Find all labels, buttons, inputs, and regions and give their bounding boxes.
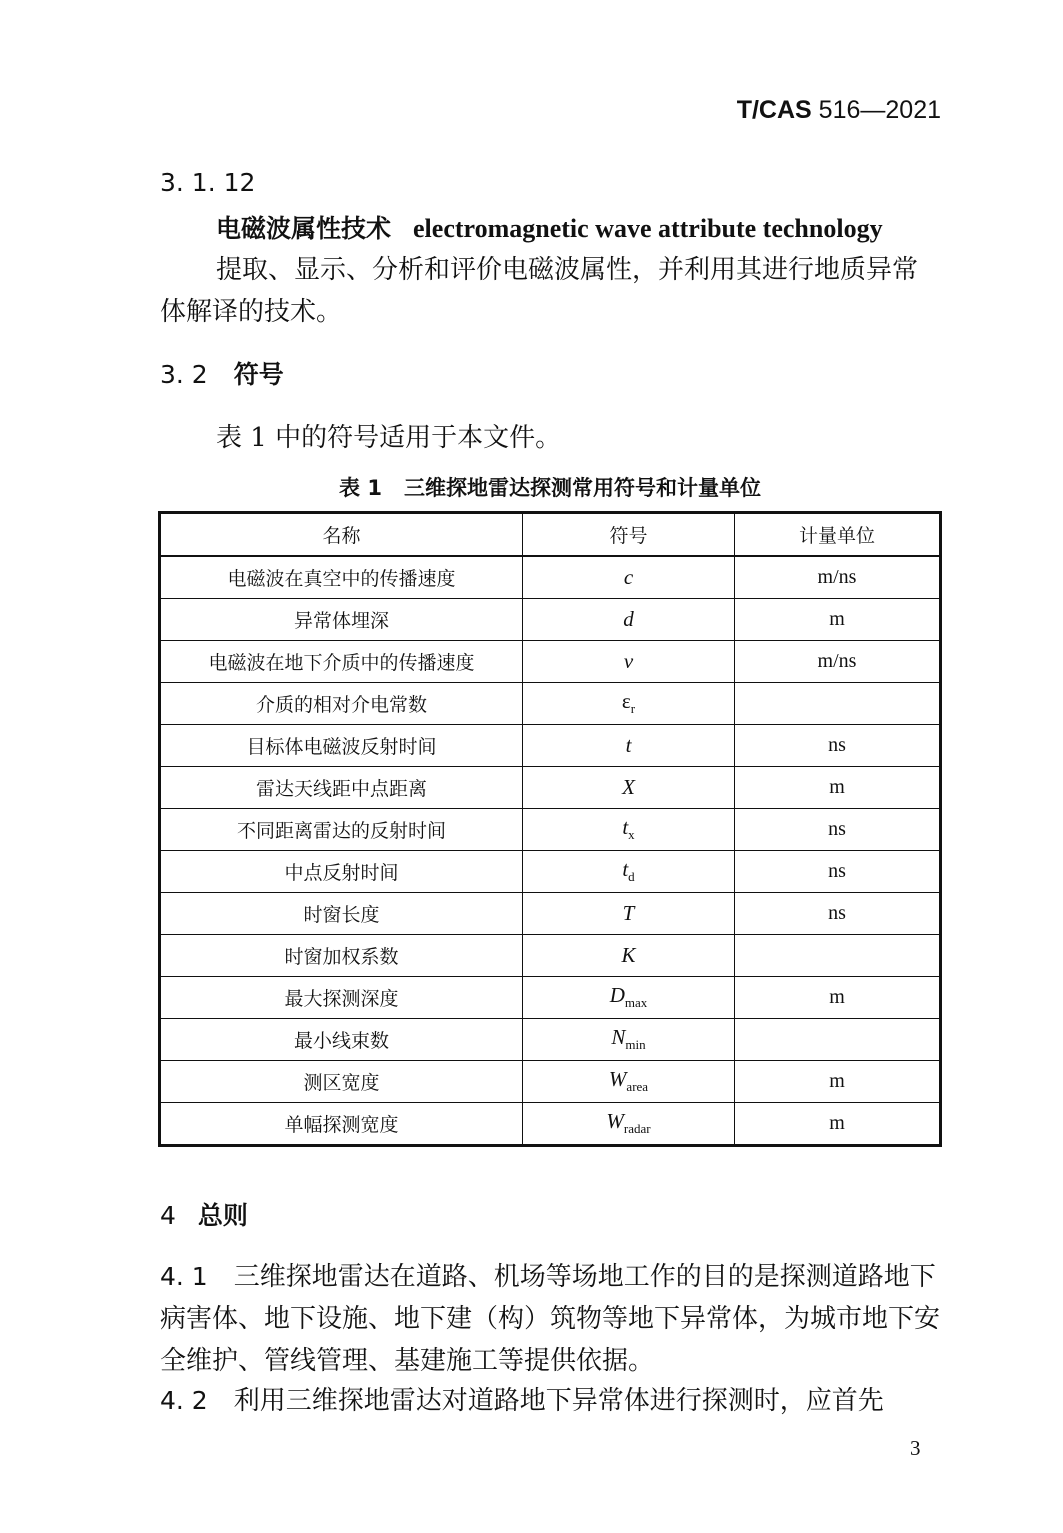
term-en: electromagnetic wave attribute technology [413,214,883,243]
symbol-subscript: radar [623,1121,651,1137]
symbol-subscript: r [630,701,636,717]
symbol-subscript: x [628,827,635,843]
cell-symbol [523,599,735,641]
cell-symbol [523,556,735,599]
cell-symbol [523,935,735,977]
cell-unit: m [735,977,941,1019]
symbol-main: ε [621,689,631,714]
cell-symbol [523,767,735,809]
section-title: 符号 [233,360,284,389]
paragraph-text: 利用三维探地雷达对道路地下异常体进行探测时，应首先 [233,1386,884,1416]
symbol-main: K [621,943,636,967]
cell-name: 电磁波在地下介质中的传播速度 [160,641,523,683]
table-row [160,1103,941,1146]
table-row [160,1019,941,1061]
cell-name: 最小线束数 [160,1019,523,1061]
cell-unit: m [735,599,941,641]
cell-name: 中点反射时间 [160,851,523,893]
symbol-main: t [625,733,632,757]
symbol-main: v [623,649,634,673]
symbol-main: c [623,565,634,589]
cell-symbol [523,683,735,725]
cell-name: 最大探测深度 [160,977,523,1019]
cell-unit: ns [735,725,941,767]
table-row [160,809,941,851]
cell-name: 目标体电磁波反射时间 [160,725,523,767]
header-unit: 计量单位 [735,513,941,557]
symbol-main: W [608,1067,627,1092]
header-symbol: 符号 [523,513,735,557]
cell-unit: m [735,767,941,809]
symbol-subscript: area [626,1079,649,1095]
cell-symbol [523,1061,735,1103]
symbol-main: t [622,857,629,882]
symbol-main: D [609,983,625,1008]
table-row [160,767,941,809]
cell-name: 不同距离雷达的反射时间 [160,809,523,851]
standard-id [737,96,941,125]
paragraph-number: 4. 1 [160,1262,208,1291]
cell-name: 时窗加权系数 [160,935,523,977]
symbol-main: T [622,901,635,925]
header-name: 名称 [160,513,523,557]
table-row [160,725,941,767]
table-row [160,977,941,1019]
table-row [160,683,941,725]
term-heading [216,209,883,245]
clause-number: 3. 1. 12 [160,168,256,197]
table-caption-number: 表 1 [339,476,382,500]
symbol-table [158,511,942,1147]
cell-unit: ns [735,893,941,935]
cell-symbol [523,641,735,683]
table-row [160,935,941,977]
table-header-row [160,513,941,557]
symbol-subscript: max [624,995,648,1011]
standard-id-prefix: T/CAS [736,96,812,124]
table-intro: 表 1 中的符号适用于本文件。 [216,423,562,453]
table-row [160,556,941,599]
cell-unit: m [735,1103,941,1146]
cell-symbol [523,1103,735,1146]
term-zh: 电磁波属性技术 [216,214,392,243]
table-body [160,556,941,1146]
cell-name: 电磁波在真空中的传播速度 [160,556,523,599]
cell-unit: m [735,1061,941,1103]
table-row [160,893,941,935]
section-title: 总则 [197,1201,248,1230]
paragraph-4-2 [160,1380,942,1422]
symbol-main: W [606,1109,624,1134]
table-row [160,599,941,641]
symbol-main: N [611,1025,626,1050]
cell-symbol [523,725,735,767]
table-caption [0,472,1063,502]
section-heading-4 [160,1196,248,1232]
page-number: 3 [910,1436,921,1460]
cell-unit [735,935,941,977]
term-definition: 提取、显示、分析和评价电磁波属性，并利用其进行地质异常体解译的技术。 [160,255,919,327]
cell-symbol [523,809,735,851]
cell-unit [735,1019,941,1061]
table-row [160,641,941,683]
paragraph-4-1 [160,1256,942,1382]
section-number: 3. 2 [160,360,208,389]
cell-unit: ns [735,851,941,893]
cell-unit [735,683,941,725]
cell-unit: m/ns [735,556,941,599]
cell-symbol [523,977,735,1019]
table-row [160,1061,941,1103]
symbol-main: d [623,607,634,631]
symbol-subscript: min [625,1037,646,1053]
cell-name: 异常体埋深 [160,599,523,641]
paragraph-number: 4. 2 [160,1386,208,1415]
symbol-main: t [622,815,629,840]
symbol-main: X [622,775,635,799]
cell-name: 测区宽度 [160,1061,523,1103]
paragraph-text: 三维探地雷达在道路、机场等场地工作的目的是探测道路地下病害体、地下设施、地下建（构）筑物等地下异常体，为城市地下安全维护、管线管理、基建施工等提供依据。 [160,1262,941,1376]
cell-name: 雷达天线距中点距离 [160,767,523,809]
symbol-subscript: d [628,869,635,885]
cell-symbol [523,893,735,935]
section-number: 4 [160,1201,176,1230]
cell-symbol [523,851,735,893]
cell-symbol [523,1019,735,1061]
standard-id-number: 516—2021 [818,96,941,124]
table-row [160,851,941,893]
cell-name: 介质的相对介电常数 [160,683,523,725]
table-caption-title: 三维探地雷达探测常用符号和计量单位 [403,476,761,500]
cell-name: 时窗长度 [160,893,523,935]
cell-unit: ns [735,809,941,851]
section-heading-3-2 [160,355,284,391]
cell-unit: m/ns [735,641,941,683]
cell-name: 单幅探测宽度 [160,1103,523,1146]
